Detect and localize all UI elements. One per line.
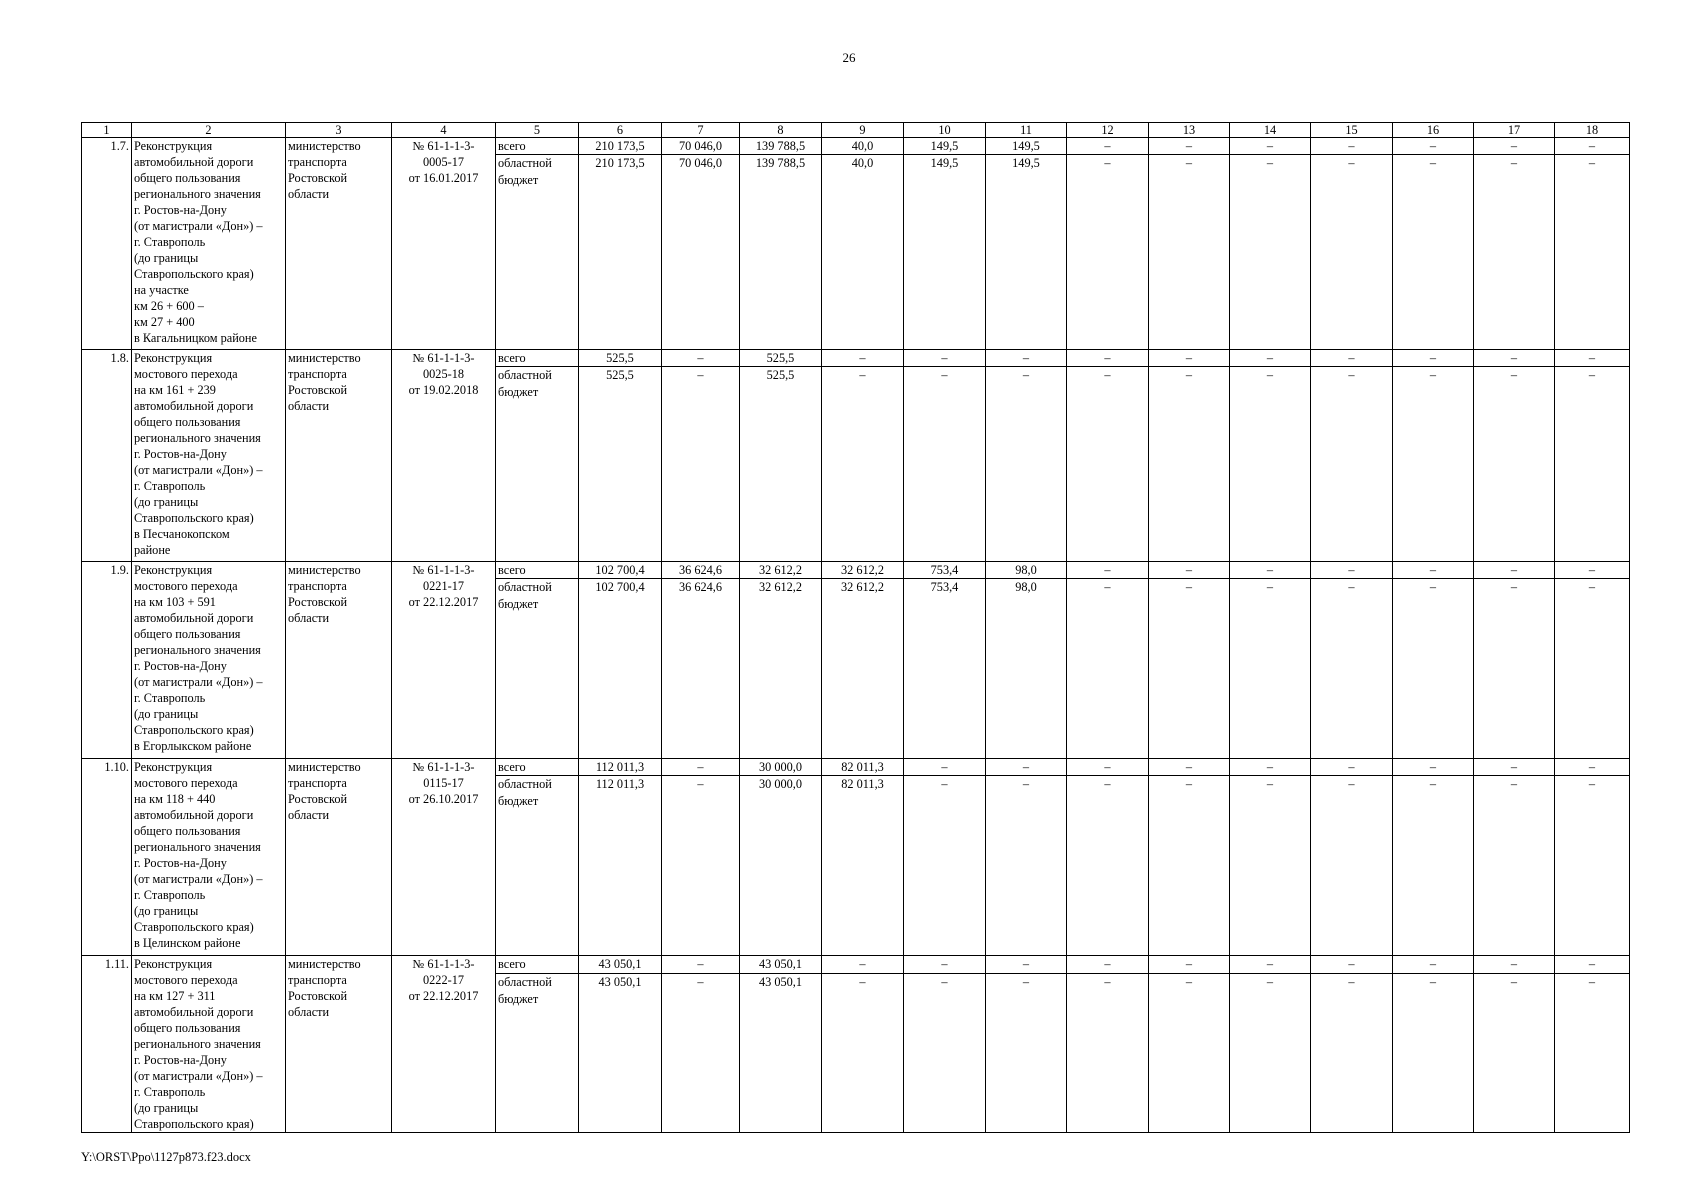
source-label-budget — [496, 579, 579, 759]
text-line: в Егорлыкском районе — [134, 739, 252, 753]
text-line: областной — [498, 777, 552, 791]
object-name-cell — [132, 350, 286, 562]
column-number: 8 — [740, 123, 822, 138]
text-line: министерство — [288, 139, 361, 153]
value-cell: – — [986, 759, 1067, 776]
text-line: Ростовской — [288, 792, 348, 806]
value-cell: – — [1149, 776, 1230, 956]
value-cell: – — [904, 367, 986, 562]
value-cell: – — [1067, 562, 1149, 579]
value-cell: – — [1474, 138, 1555, 155]
value-cell: – — [662, 956, 740, 974]
value-cell: 102 700,4 — [579, 579, 662, 759]
value-cell: 210 173,5 — [579, 138, 662, 155]
text-line: транспорта — [288, 776, 347, 790]
text-line: автомобильной дороги — [134, 611, 254, 625]
text-line: км 26 + 600 – — [134, 299, 204, 313]
value-cell: – — [1149, 367, 1230, 562]
text-line: общего пользования — [134, 1021, 241, 1035]
value-cell: 32 612,2 — [740, 562, 822, 579]
text-line: бюджет — [498, 384, 539, 399]
value-cell: 112 011,3 — [579, 759, 662, 776]
text-line: от 16.01.2017 — [408, 171, 479, 185]
value-cell: 98,0 — [986, 562, 1067, 579]
text-line: областной — [498, 580, 552, 594]
value-cell: – — [1230, 367, 1311, 562]
value-cell: – — [1474, 974, 1555, 1133]
source-label-budget — [496, 367, 579, 562]
text-line: Ставропольского края) — [134, 723, 254, 737]
column-number: 16 — [1393, 123, 1474, 138]
value-cell: 36 624,6 — [662, 579, 740, 759]
text-line: области — [288, 399, 330, 413]
value-cell: – — [822, 974, 904, 1133]
text-line: министерство — [288, 563, 361, 577]
value-cell: – — [1311, 579, 1393, 759]
text-line: (до границы — [134, 707, 199, 721]
value-cell: – — [1067, 155, 1149, 350]
text-line: (до границы — [134, 495, 199, 509]
value-cell: 70 046,0 — [662, 155, 740, 350]
text-line: общего пользования — [134, 627, 241, 641]
value-cell: – — [1230, 155, 1311, 350]
value-cell: 32 612,2 — [740, 579, 822, 759]
value-cell: – — [822, 350, 904, 367]
value-cell: – — [1393, 155, 1474, 350]
value-cell: 149,5 — [986, 155, 1067, 350]
value-cell: 82 011,3 — [822, 759, 904, 776]
value-cell: 139 788,5 — [740, 155, 822, 350]
value-cell: 43 050,1 — [740, 974, 822, 1133]
value-cell: – — [986, 956, 1067, 974]
expertise-document-cell — [392, 138, 496, 350]
source-label-budget — [496, 155, 579, 350]
column-number: 7 — [662, 123, 740, 138]
column-number: 12 — [1067, 123, 1149, 138]
text-line: Ростовской — [288, 595, 348, 609]
text-line: мостового перехода — [134, 579, 238, 593]
text-line: Ростовской — [288, 989, 348, 1003]
value-cell: – — [1393, 367, 1474, 562]
value-cell: – — [1067, 974, 1149, 1133]
value-cell: 70 046,0 — [662, 138, 740, 155]
value-cell: – — [1393, 138, 1474, 155]
text-line: г. Ростов-на-Дону — [134, 659, 227, 673]
value-cell: 753,4 — [904, 579, 986, 759]
text-line: Ставропольского края) — [134, 267, 254, 281]
text-line: Реконструкция — [134, 351, 213, 365]
object-name-cell — [132, 956, 286, 1133]
value-cell: – — [1230, 579, 1311, 759]
value-cell: – — [1474, 776, 1555, 956]
value-cell: – — [1393, 776, 1474, 956]
value-cell: 32 612,2 — [822, 579, 904, 759]
text-line: г. Ставрополь — [134, 479, 206, 493]
text-line: области — [288, 187, 330, 201]
value-cell: – — [1474, 367, 1555, 562]
text-line: (от магистрали «Дон») – — [134, 463, 263, 477]
value-cell: 753,4 — [904, 562, 986, 579]
value-cell: 525,5 — [579, 367, 662, 562]
value-cell: 525,5 — [740, 367, 822, 562]
table-row-total — [82, 350, 1630, 367]
value-cell: 98,0 — [986, 579, 1067, 759]
value-cell: 149,5 — [904, 138, 986, 155]
value-cell: – — [662, 974, 740, 1133]
text-line: министерство — [288, 957, 361, 971]
value-cell: – — [986, 350, 1067, 367]
organization-cell — [286, 350, 392, 562]
value-cell: – — [1230, 562, 1311, 579]
text-line: г. Ставрополь — [134, 888, 206, 902]
value-cell: – — [662, 776, 740, 956]
organization-cell — [286, 138, 392, 350]
value-cell: – — [1149, 974, 1230, 1133]
text-line: автомобильной дороги — [134, 155, 254, 169]
value-cell: – — [1149, 759, 1230, 776]
value-cell: 40,0 — [822, 155, 904, 350]
text-line: областной — [498, 975, 552, 990]
value-cell: – — [1230, 350, 1311, 367]
text-line: № 61-1-1-3- — [412, 563, 475, 577]
value-cell: – — [822, 956, 904, 974]
text-line: г. Ростов-на-Дону — [134, 1053, 227, 1067]
text-line: министерство — [288, 760, 361, 774]
value-cell: – — [1474, 350, 1555, 367]
text-line: г. Ставрополь — [134, 691, 206, 705]
page-number: 26 — [842, 50, 856, 65]
text-line: общего пользования — [134, 171, 241, 185]
value-cell: 43 050,1 — [579, 956, 662, 974]
text-line: 0115-17 — [423, 776, 464, 790]
source-label-total: всего — [496, 956, 579, 974]
text-line: № 61-1-1-3- — [412, 351, 475, 365]
value-cell: – — [1393, 759, 1474, 776]
text-line: от 22.12.2017 — [408, 595, 479, 609]
table-row-total — [82, 562, 1630, 579]
row-number: 1.9. — [82, 562, 132, 759]
text-line: бюджет — [498, 793, 539, 808]
value-cell: – — [662, 759, 740, 776]
text-line: от 19.02.2018 — [408, 383, 479, 397]
text-line: г. Ставрополь — [134, 1085, 206, 1099]
text-line: областной — [498, 368, 552, 382]
text-line: Ставропольского края) — [134, 920, 254, 934]
value-cell: – — [1474, 562, 1555, 579]
text-line: г. Ростов-на-Дону — [134, 447, 227, 461]
row-number: 1.11. — [82, 956, 132, 1133]
text-line: транспорта — [288, 973, 347, 987]
value-cell: 30 000,0 — [740, 759, 822, 776]
value-cell: – — [904, 350, 986, 367]
text-line: мостового перехода — [134, 776, 238, 790]
value-cell: 43 050,1 — [579, 974, 662, 1133]
text-line: районе — [134, 543, 171, 557]
text-line: транспорта — [288, 367, 347, 381]
value-cell: 40,0 — [822, 138, 904, 155]
value-cell: – — [1393, 974, 1474, 1133]
value-cell: – — [904, 956, 986, 974]
text-line: на км 118 + 440 — [134, 792, 216, 806]
value-cell: – — [1230, 776, 1311, 956]
value-cell: – — [662, 350, 740, 367]
value-cell: – — [986, 367, 1067, 562]
text-line: транспорта — [288, 155, 347, 169]
value-cell: – — [904, 776, 986, 956]
text-line: мостового перехода — [134, 367, 238, 381]
value-cell: – — [904, 759, 986, 776]
column-number: 5 — [496, 123, 579, 138]
column-number: 13 — [1149, 123, 1230, 138]
value-cell: – — [1393, 562, 1474, 579]
value-cell: – — [1311, 138, 1393, 155]
source-label-total: всего — [496, 759, 579, 776]
column-number: 10 — [904, 123, 986, 138]
text-line: на км 127 + 311 — [134, 989, 216, 1003]
text-line: 0025-18 — [423, 367, 464, 381]
text-line: № 61-1-1-3- — [412, 139, 475, 153]
expertise-document-cell — [392, 350, 496, 562]
table-row-total — [82, 138, 1630, 155]
value-cell: – — [1311, 350, 1393, 367]
text-line: Реконструкция — [134, 957, 213, 971]
text-line: 0005-17 — [423, 155, 464, 169]
value-cell: – — [1230, 138, 1311, 155]
text-line: № 61-1-1-3- — [412, 957, 475, 971]
column-number: 11 — [986, 123, 1067, 138]
text-line: (от магистрали «Дон») – — [134, 219, 263, 233]
value-cell: – — [1474, 759, 1555, 776]
text-line: Реконструкция — [134, 563, 213, 577]
text-line: 0222-17 — [423, 973, 464, 987]
value-cell: – — [822, 367, 904, 562]
value-cell: – — [1555, 759, 1630, 776]
value-cell: – — [1067, 138, 1149, 155]
value-cell: 32 612,2 — [822, 562, 904, 579]
value-cell: – — [662, 367, 740, 562]
value-cell: – — [1230, 956, 1311, 974]
value-cell: – — [1149, 350, 1230, 367]
text-line: Реконструкция — [134, 760, 213, 774]
column-number: 9 — [822, 123, 904, 138]
value-cell: – — [1311, 759, 1393, 776]
column-number: 1 — [82, 123, 132, 138]
column-number: 3 — [286, 123, 392, 138]
value-cell: – — [1149, 155, 1230, 350]
text-line: 0221-17 — [423, 579, 464, 593]
object-name-cell — [132, 138, 286, 350]
text-line: областной — [498, 156, 552, 170]
value-cell: – — [1555, 350, 1630, 367]
row-number: 1.8. — [82, 350, 132, 562]
value-cell: 36 624,6 — [662, 562, 740, 579]
text-line: регионального значения — [134, 187, 261, 201]
text-line: области — [288, 1005, 330, 1019]
text-line: г. Ростов-на-Дону — [134, 203, 227, 217]
value-cell: – — [1474, 155, 1555, 350]
value-cell: 112 011,3 — [579, 776, 662, 956]
value-cell: – — [1067, 776, 1149, 956]
organization-cell — [286, 562, 392, 759]
text-line: общего пользования — [134, 824, 241, 838]
text-line: регионального значения — [134, 431, 261, 445]
text-line: в Целинском районе — [134, 936, 241, 950]
text-line: г. Ростов-на-Дону — [134, 856, 227, 870]
text-line: общего пользования — [134, 415, 241, 429]
value-cell: – — [1311, 974, 1393, 1133]
text-line: Ростовской — [288, 171, 348, 185]
text-line: в Песчанокопском — [134, 527, 230, 541]
value-cell: 30 000,0 — [740, 776, 822, 956]
value-cell: – — [1474, 956, 1555, 974]
text-line: бюджет — [498, 596, 539, 611]
value-cell: – — [1555, 138, 1630, 155]
text-line: автомобильной дороги — [134, 1005, 254, 1019]
text-line: регионального значения — [134, 840, 261, 854]
column-number: 18 — [1555, 123, 1630, 138]
text-line: (до границы — [134, 1101, 199, 1115]
value-cell: – — [1474, 579, 1555, 759]
text-line: от 26.10.2017 — [408, 792, 479, 806]
column-number: 4 — [392, 123, 496, 138]
organization-cell — [286, 956, 392, 1133]
value-cell: – — [1311, 562, 1393, 579]
text-line: автомобильной дороги — [134, 399, 254, 413]
text-line: бюджет — [498, 991, 539, 1006]
expertise-document-cell — [392, 956, 496, 1133]
column-number: 2 — [132, 123, 286, 138]
value-cell: – — [1555, 974, 1630, 1133]
text-line: Ростовской — [288, 383, 348, 397]
text-line: бюджет — [498, 172, 539, 187]
value-cell: – — [1311, 367, 1393, 562]
text-line: в Кагальницком районе — [134, 331, 257, 345]
value-cell: 139 788,5 — [740, 138, 822, 155]
source-label-total: всего — [496, 562, 579, 579]
value-cell: – — [1393, 579, 1474, 759]
value-cell: – — [1311, 155, 1393, 350]
column-number: 15 — [1311, 123, 1393, 138]
value-cell: – — [1230, 759, 1311, 776]
value-cell: – — [1067, 579, 1149, 759]
text-line: Ставропольского края) — [134, 1117, 254, 1131]
value-cell: – — [1149, 956, 1230, 974]
value-cell: 525,5 — [740, 350, 822, 367]
text-line: от 22.12.2017 — [408, 989, 479, 1003]
source-label-budget — [496, 776, 579, 956]
value-cell: – — [904, 974, 986, 1133]
column-number: 14 — [1230, 123, 1311, 138]
value-cell: – — [1067, 350, 1149, 367]
text-line: области — [288, 611, 330, 625]
text-line: мостового перехода — [134, 973, 238, 987]
text-line: на км 161 + 239 — [134, 383, 216, 397]
column-number-row — [82, 123, 1630, 138]
value-cell: – — [1149, 579, 1230, 759]
table-row-total — [82, 759, 1630, 776]
row-number: 1.7. — [82, 138, 132, 350]
value-cell: 82 011,3 — [822, 776, 904, 956]
value-cell: – — [1555, 155, 1630, 350]
object-name-cell — [132, 759, 286, 956]
organization-cell — [286, 759, 392, 956]
text-line: области — [288, 808, 330, 822]
expertise-document-cell — [392, 759, 496, 956]
column-number: 6 — [579, 123, 662, 138]
text-line: Реконструкция — [134, 139, 213, 153]
text-line: министерство — [288, 351, 361, 365]
text-line: транспорта — [288, 579, 347, 593]
value-cell: – — [1067, 956, 1149, 974]
value-cell: – — [1149, 138, 1230, 155]
value-cell: – — [1149, 562, 1230, 579]
value-cell: 525,5 — [579, 350, 662, 367]
value-cell: – — [1555, 562, 1630, 579]
text-line: (до границы — [134, 251, 199, 265]
text-line: регионального значения — [134, 643, 261, 657]
value-cell: – — [1311, 776, 1393, 956]
text-line: (от магистрали «Дон») – — [134, 675, 263, 689]
value-cell: 149,5 — [904, 155, 986, 350]
object-name-cell — [132, 562, 286, 759]
value-cell: – — [1555, 367, 1630, 562]
table-row-total — [82, 956, 1630, 974]
source-label-total: всего — [496, 350, 579, 367]
value-cell: – — [1555, 956, 1630, 974]
value-cell: 210 173,5 — [579, 155, 662, 350]
value-cell: – — [1555, 579, 1630, 759]
value-cell: – — [1067, 367, 1149, 562]
text-line: автомобильной дороги — [134, 808, 254, 822]
value-cell: – — [1555, 776, 1630, 956]
value-cell: – — [1067, 759, 1149, 776]
row-number: 1.10. — [82, 759, 132, 956]
value-cell: – — [1230, 974, 1311, 1133]
column-number: 17 — [1474, 123, 1555, 138]
text-line: Ставропольского края) — [134, 511, 254, 525]
text-line: на участке — [134, 283, 189, 297]
value-cell: 43 050,1 — [740, 956, 822, 974]
text-line: км 27 + 400 — [134, 315, 195, 329]
value-cell: – — [1311, 956, 1393, 974]
source-label-total: всего — [496, 138, 579, 155]
value-cell: – — [986, 974, 1067, 1133]
text-line: на км 103 + 591 — [134, 595, 216, 609]
value-cell: 102 700,4 — [579, 562, 662, 579]
value-cell: 149,5 — [986, 138, 1067, 155]
expertise-document-cell — [392, 562, 496, 759]
source-label-budget — [496, 974, 579, 1133]
text-line: регионального значения — [134, 1037, 261, 1051]
text-line: (от магистрали «Дон») – — [134, 1069, 263, 1083]
file-path-footer: Y:\ORST\Ppo\1127p873.f23.docx — [81, 1150, 251, 1164]
text-line: № 61-1-1-3- — [412, 760, 475, 774]
text-line: (до границы — [134, 904, 199, 918]
text-line: г. Ставрополь — [134, 235, 206, 249]
financing-table — [81, 122, 1630, 1133]
value-cell: – — [1393, 956, 1474, 974]
text-line: (от магистрали «Дон») – — [134, 872, 263, 886]
value-cell: – — [986, 776, 1067, 956]
value-cell: – — [1393, 350, 1474, 367]
